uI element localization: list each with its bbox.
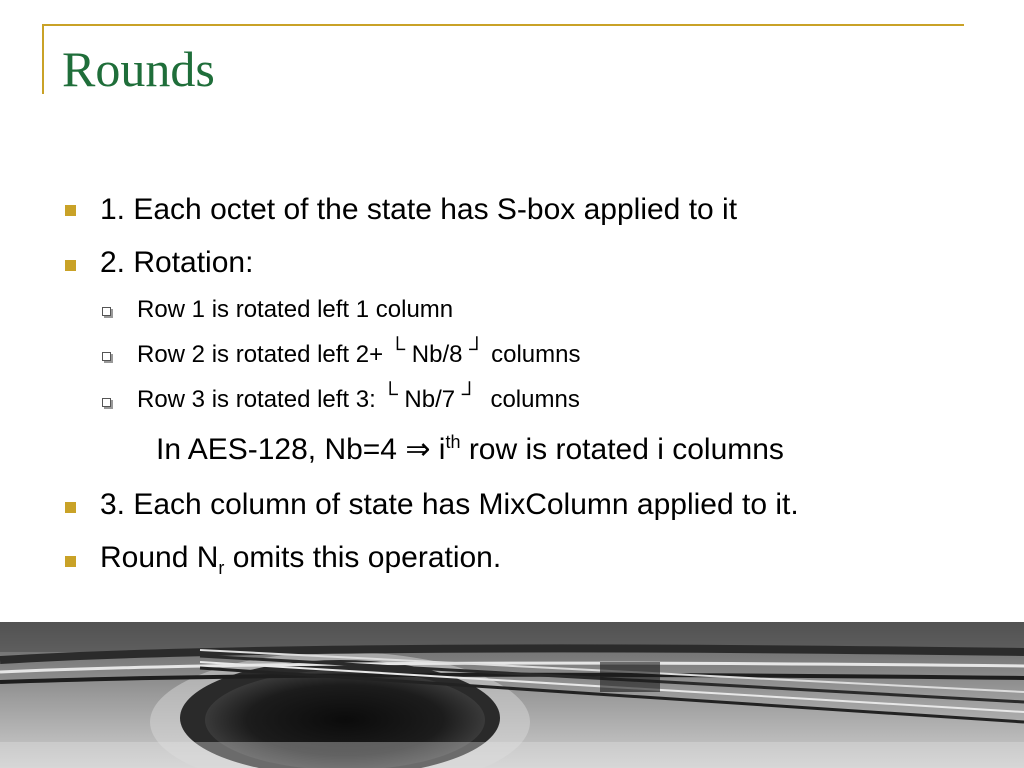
sub-bullet-3-text-start: Row 3 is rotated left 3: — [137, 386, 383, 413]
sub-bullet-2-fraction: Nb/8 — [405, 341, 470, 368]
bullet-4-text-start: Round N — [100, 541, 219, 574]
sub-bullet-2 — [137, 336, 581, 369]
square-bullet-icon — [65, 205, 76, 216]
sub-bullet-3-fraction: Nb/7 — [397, 386, 462, 413]
floor-right-bracket: ┘ — [469, 336, 485, 361]
hollow-square-bullet-icon — [102, 398, 111, 407]
floor-right-bracket: ┘ — [461, 381, 478, 406]
guitar-soundhole-image — [0, 622, 1024, 768]
title-frame-left-rule — [42, 24, 44, 94]
square-bullet-icon — [65, 502, 76, 513]
floor-left-bracket: └ — [389, 336, 406, 361]
bullet-4-text-end: omits this operation. — [224, 541, 502, 574]
title-frame-top-rule — [42, 24, 964, 26]
sub-bullet-2-text-start: Row 2 is rotated left 2+ — [137, 341, 390, 368]
bullet-4 — [100, 541, 502, 578]
aes-note-text-start: In AES-128, Nb=4 ⇒ i — [156, 433, 446, 466]
hollow-square-bullet-icon — [102, 352, 111, 361]
guitar-photo-banner — [0, 622, 1024, 768]
bullet-2: 2. Rotation: — [100, 246, 254, 279]
slide-title: Rounds — [62, 41, 215, 97]
bullet-3: 3. Each column of state has MixColumn applied to it. — [100, 488, 799, 521]
sub-bullet-3 — [137, 381, 580, 414]
sub-bullet-2-text-end: columns — [484, 341, 581, 368]
bullet-1: 1. Each octet of the state has S-box applied to it — [100, 193, 738, 226]
square-bullet-icon — [65, 556, 76, 567]
hollow-square-bullet-icon — [102, 307, 111, 316]
sub-bullet-3-text-end: columns — [477, 386, 580, 413]
aes-note-text-end: row is rotated i columns — [460, 433, 784, 466]
aes-note — [156, 433, 784, 467]
square-bullet-icon — [65, 260, 76, 271]
aes-note-superscript: th — [445, 432, 461, 452]
bullet-4-subscript: r — [218, 558, 225, 578]
floor-left-bracket: └ — [382, 381, 398, 406]
sub-bullet-1: Row 1 is rotated left 1 column — [137, 296, 454, 323]
